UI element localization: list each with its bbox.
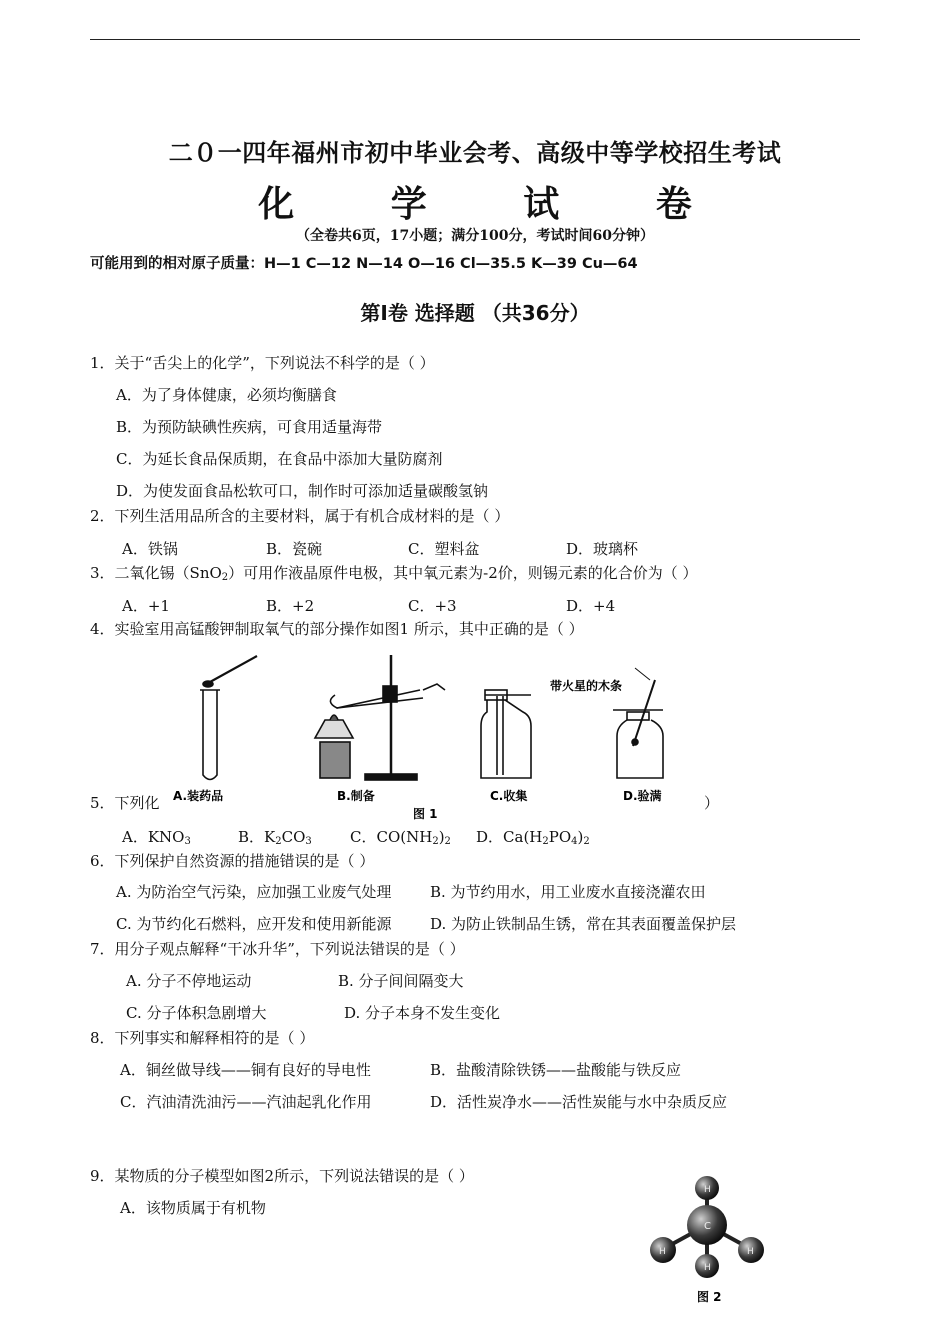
figure-2-caption: 图 2 — [697, 1290, 722, 1304]
question-1-option-c: C．为延长食品保质期，在食品中添加大量防腐剂 — [116, 450, 443, 468]
question-9-stem: 9．某物质的分子模型如图2所示，下列说法错误的是（ ） — [90, 1167, 474, 1185]
svg-text:H: H — [704, 1185, 711, 1195]
atomic-masses: 可能用到的相对原子质量：H—1 C—12 N—14 O—16 Cl—35.5 K—39 Cu—64 — [90, 256, 638, 272]
svg-text:H: H — [747, 1247, 754, 1257]
question-8-option-b: B．盐酸清除铁锈——盐酸能与铁反应 — [430, 1061, 682, 1079]
figure-1-test-tube — [200, 656, 257, 780]
question-2-option-a: A．铁锅 — [122, 540, 178, 558]
exam-note: （全卷共6页，17小题；满分100分，考试时间60分钟） — [296, 228, 654, 244]
question-5-option-c: C．$CO(NH_2)_2$ — [350, 828, 451, 847]
question-3-option-a: A．+1 — [122, 597, 170, 615]
figure-1-label-d: D.验满 — [623, 789, 662, 803]
figure-1-label-b: B.制备 — [337, 789, 375, 803]
question-5-option-a: A．$KNO_3$ — [122, 828, 191, 847]
subject-title: 化 学 试 卷 — [258, 183, 734, 225]
svg-text:H: H — [659, 1247, 666, 1257]
question-8-option-d: D．活性炭净水——活性炭能与水中杂质反应 — [430, 1093, 728, 1111]
question-3-stem: 3．二氧化锡（SnO$_2$）可用作液晶原件电极，其中氧元素为-2价，则锡元素的化合价为（ ） — [90, 564, 698, 583]
section-title: 第Ⅰ卷 选择题 （共36分） — [360, 301, 590, 325]
exam-title: 二０一四年福州市初中毕业会考、高级中等学校招生考试 — [168, 138, 782, 167]
question-6-option-d: D. 为防止铁制品生锈，常在其表面覆盖保护层 — [430, 915, 737, 933]
question-5-option-d: D．$Ca(H_2PO_4)_2$ — [476, 828, 590, 847]
question-2-option-d: D．玻璃杯 — [566, 540, 639, 558]
question-6-option-c: C. 为节约化石燃料，应开发和使用新能源 — [116, 915, 392, 933]
question-4-stem: 4．实验室用高锰酸钾制取氧气的部分操作如图1 所示，其中正确的是（ ） — [90, 620, 584, 638]
question-2-stem: 2．下列生活用品所含的主要材料，属于有机合成材料的是（ ） — [90, 507, 510, 525]
figure-1-collection-bottle — [481, 690, 531, 778]
question-7-option-b: B. 分子间间隔变大 — [338, 972, 464, 990]
question-6-stem: 6．下列保护自然资源的措施错误的是（ ） — [90, 852, 375, 870]
question-7-option-d: D. 分子本身不发生变化 — [344, 1004, 501, 1022]
question-8-option-a: A．铜丝做导线——铜有良好的导电性 — [120, 1061, 371, 1079]
question-3-option-c: C．+3 — [408, 597, 457, 615]
figure-1-apparatus — [165, 650, 695, 825]
top-rule — [90, 39, 860, 40]
figure-2-molecule-model — [645, 1170, 770, 1310]
question-8-option-c: C．汽油清洗油污——汽油起乳化作用 — [120, 1093, 372, 1111]
question-5-stem-start: 5．下列化 — [90, 794, 160, 812]
figure-1-label-c: C.收集 — [490, 789, 528, 803]
question-6-option-b: B. 为节约用水，用工业废水直接浇灌农田 — [430, 883, 706, 901]
svg-text:C: C — [704, 1221, 711, 1232]
question-1-option-a: A．为了身体健康，必须均衡膳食 — [116, 386, 337, 404]
figure-1-label-a: A.装药品 — [173, 789, 224, 803]
question-5-option-b: B．$K_2CO_3$ — [238, 828, 312, 847]
question-7-option-c: C. 分子体积急剧增大 — [126, 1004, 267, 1022]
question-7-option-a: A. 分子不停地运动 — [126, 972, 252, 990]
question-9-option-a: A．该物质属于有机物 — [120, 1199, 266, 1217]
svg-text:H: H — [704, 1263, 711, 1273]
question-8-stem: 8．下列事实和解释相符的是（ ） — [90, 1029, 315, 1047]
question-3-option-b: B．+2 — [266, 597, 315, 615]
question-1-option-d: D．为使发面食品松软可口，制作时可添加适量碳酸氢钠 — [116, 482, 489, 500]
question-2-option-c: C．塑料盆 — [408, 540, 480, 558]
question-1-option-b: B．为预防缺碘性疾病，可食用适量海带 — [116, 418, 383, 436]
question-6-option-a: A. 为防治空气污染，应加强工业废气处理 — [116, 883, 392, 901]
figure-1-heating-setup — [315, 655, 445, 780]
question-5-stem-end: ） — [704, 794, 720, 812]
question-1-stem: 1．关于“舌尖上的化学”，下列说法不科学的是（ ） — [90, 354, 435, 372]
question-3-option-d: D．+4 — [566, 597, 616, 615]
question-2-option-b: B．瓷碗 — [266, 540, 323, 558]
question-7-stem: 7．用分子观点解释“干冰升华”，下列说法错误的是（ ） — [90, 940, 465, 958]
figure-1-caption: 图 1 — [413, 807, 438, 821]
figure-1-label-splint: 带火星的木条 — [550, 679, 623, 693]
